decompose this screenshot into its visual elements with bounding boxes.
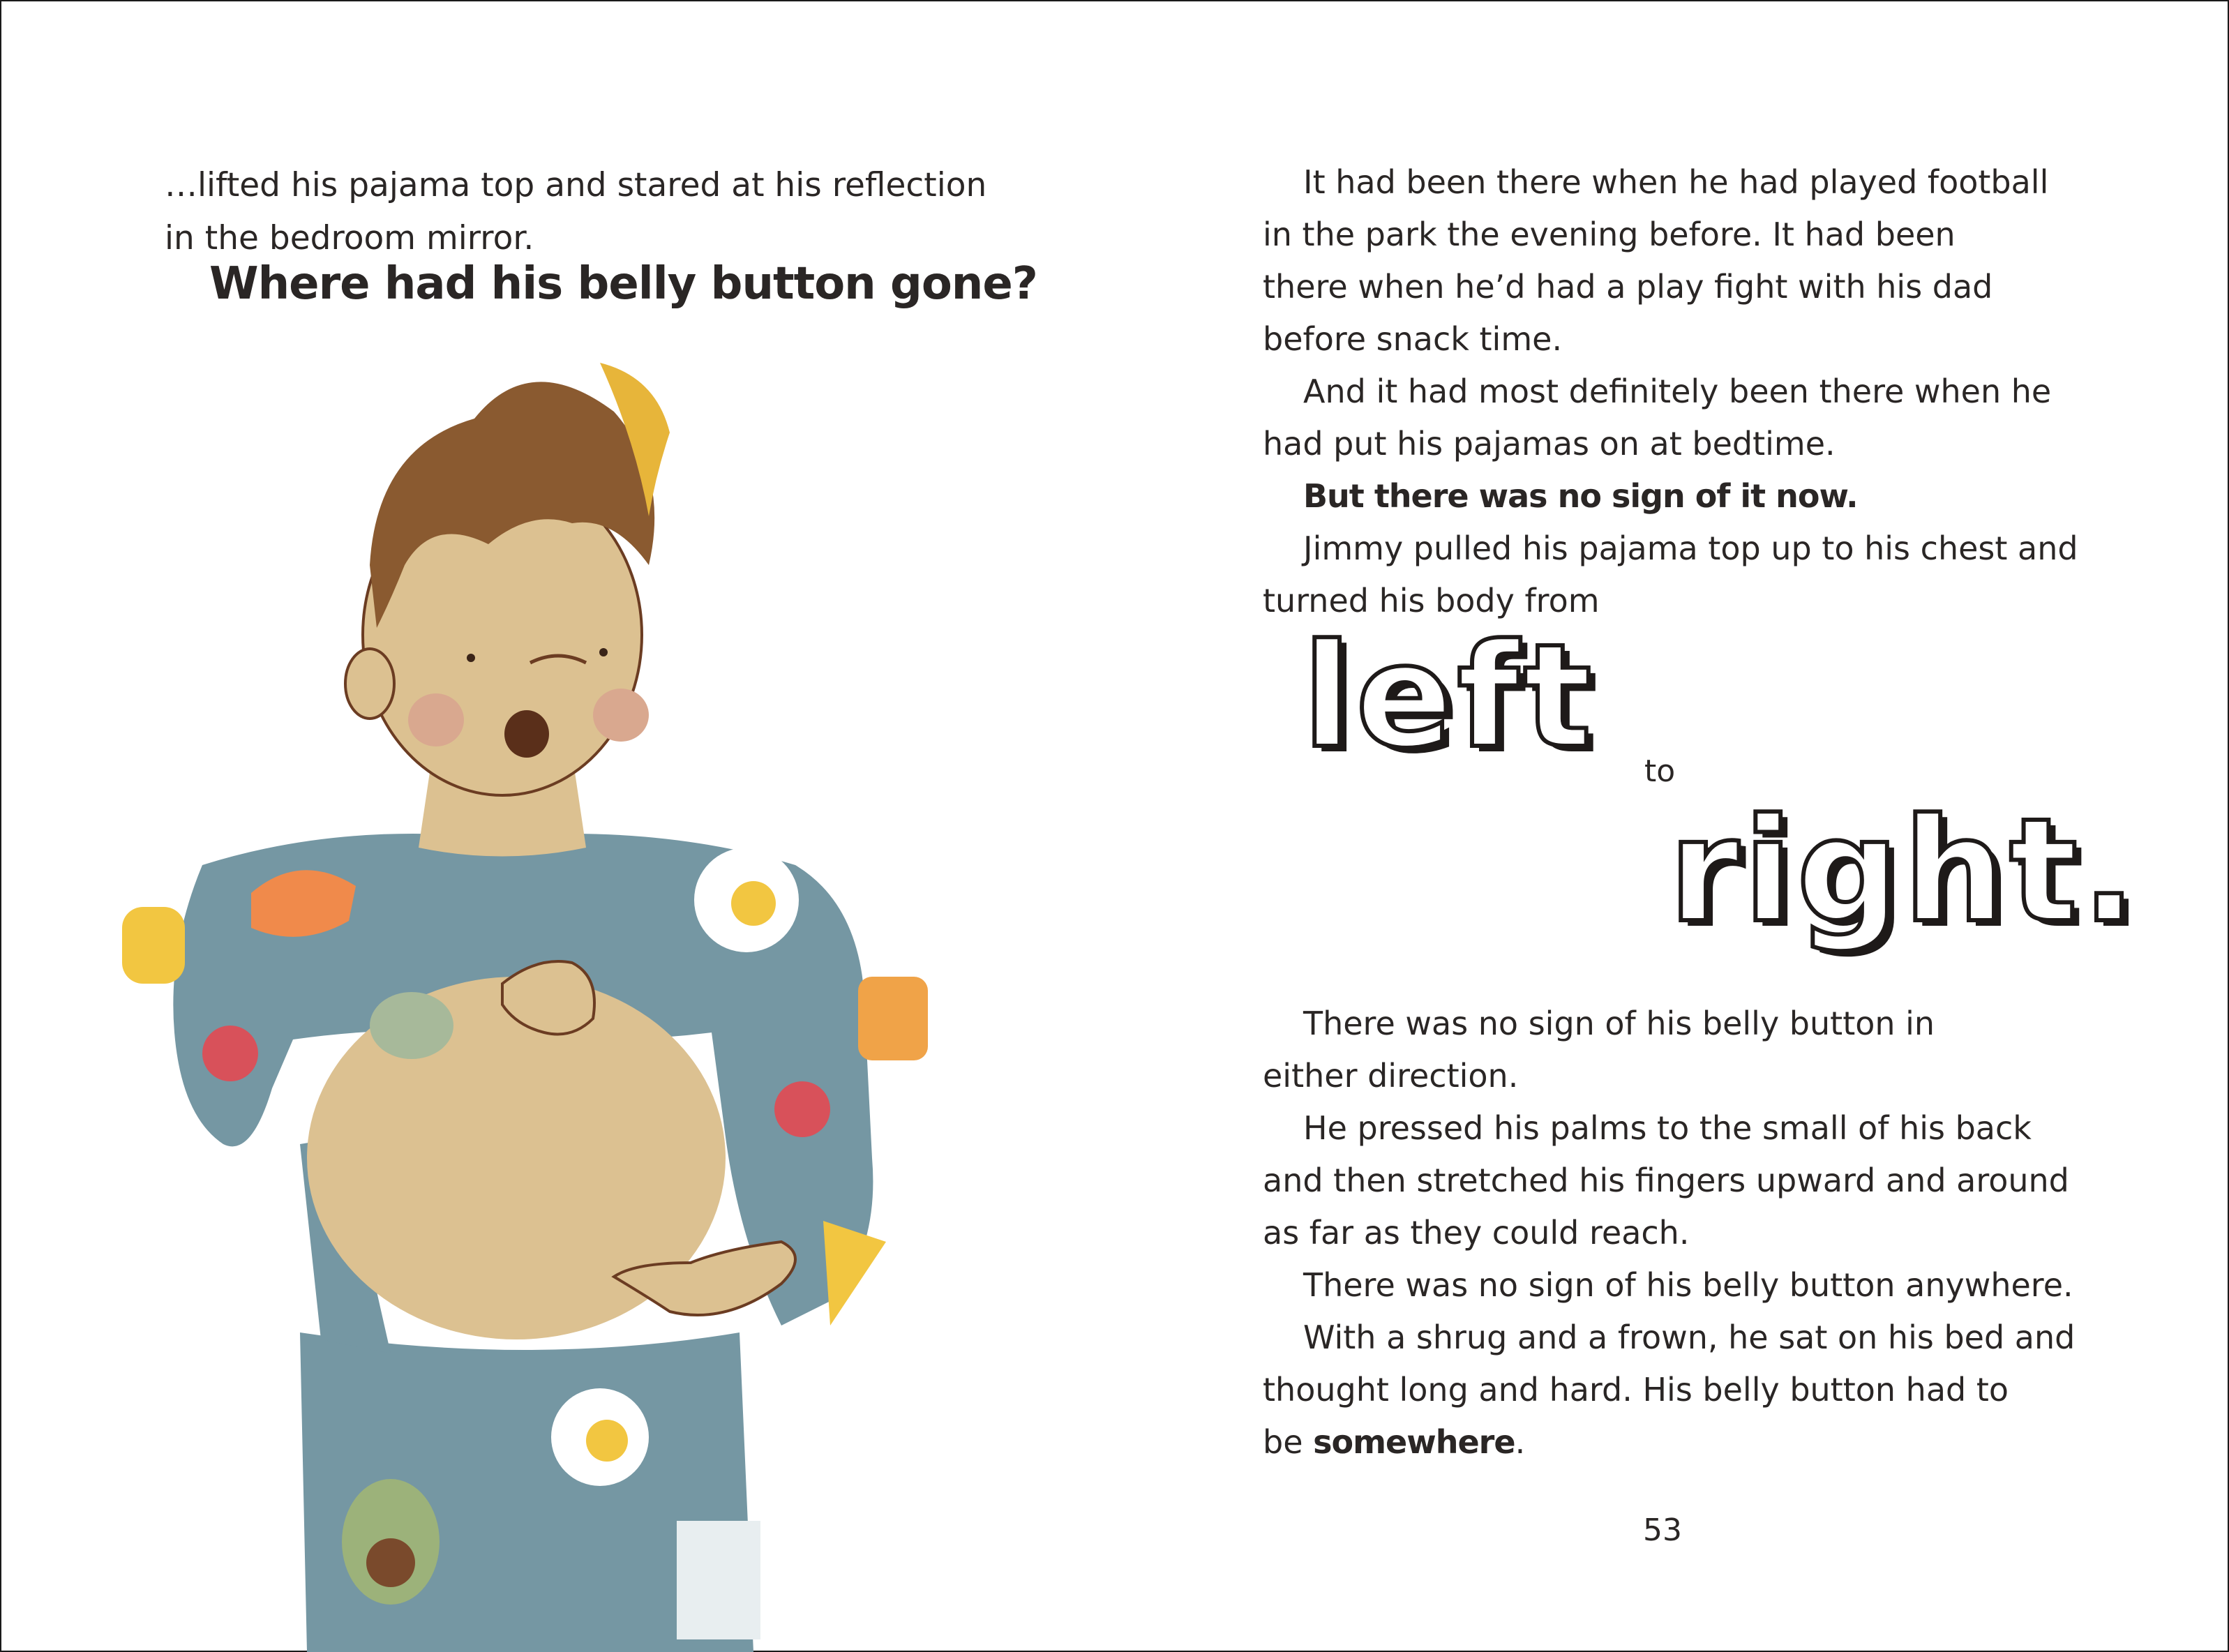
lead-text	[165, 159, 986, 265]
final-line-suffix: .	[1515, 1423, 1526, 1461]
text-line: There was no sign of his belly button in	[1303, 1005, 1935, 1042]
text-line: and then stretched his fingers upward and around	[1263, 1162, 2069, 1199]
lead-line: in the bedroom mirror.	[165, 219, 534, 257]
macaron-print-icon	[370, 992, 453, 1059]
text-line: And it had most definitely been there when he	[1303, 373, 2052, 410]
story-body-continued	[1263, 998, 2198, 1469]
bold-line: But there was no sign of it now.	[1303, 477, 1858, 515]
milk-carton-icon	[677, 1521, 760, 1639]
text-line: before snack time.	[1263, 320, 1563, 358]
text-line: It had been there when he had played football	[1303, 163, 2049, 201]
final-line-prefix: be	[1263, 1423, 1314, 1461]
text-line: There was no sign of his belly button anywhere.	[1303, 1266, 2073, 1304]
left-page	[0, 0, 1114, 1652]
text-line: there when he’d had a play fight with his dad	[1263, 268, 1993, 306]
big-word-left: left	[1303, 614, 1596, 780]
right-eye	[599, 648, 608, 656]
belly-button-heading: Where had his belly button gone?	[209, 258, 1037, 310]
text-line: thought long and hard. His belly button had to	[1263, 1371, 2009, 1409]
text-line: He pressed his palms to the small of his back	[1303, 1109, 2032, 1147]
pizza-print-icon	[823, 1221, 886, 1326]
small-word-to: to	[1644, 753, 1676, 789]
text-line: With a shrug and a frown, he sat on his bed and	[1303, 1319, 2076, 1356]
text-line: turned his body from	[1263, 582, 1600, 620]
left-cheek	[408, 693, 464, 746]
text-line: Jimmy pulled his pajama top up to his chest and	[1303, 530, 2078, 567]
left-eye	[467, 654, 475, 662]
drink-print-icon	[858, 977, 928, 1060]
text-line: had put his pajamas on at bedtime.	[1263, 425, 1836, 463]
right-cheek	[593, 689, 649, 742]
strawberry-print-icon	[202, 1026, 258, 1081]
final-line	[1263, 1416, 2198, 1469]
lead-line: …lifted his pajama top and stared at his reflection	[165, 166, 987, 204]
egg-yolk-icon	[731, 881, 776, 926]
big-word-right: right.	[1669, 788, 2140, 954]
avocado-pit-icon	[366, 1538, 415, 1587]
ear	[345, 649, 394, 719]
boy-illustration	[42, 335, 1088, 1652]
story-body	[1263, 156, 2198, 627]
text-line: either direction.	[1263, 1057, 1519, 1095]
somewhere-bold: somewhere	[1313, 1423, 1515, 1461]
right-page	[1114, 0, 2229, 1652]
text-line: in the park the evening before. It had been	[1263, 216, 1956, 253]
open-mouth	[504, 710, 549, 758]
text-line: as far as they could reach.	[1263, 1214, 1690, 1252]
page-number: 53	[1643, 1512, 1682, 1548]
popsicle-print-icon	[122, 907, 185, 984]
egg-yolk-icon	[586, 1420, 628, 1462]
strawberry-print-icon	[774, 1081, 830, 1137]
